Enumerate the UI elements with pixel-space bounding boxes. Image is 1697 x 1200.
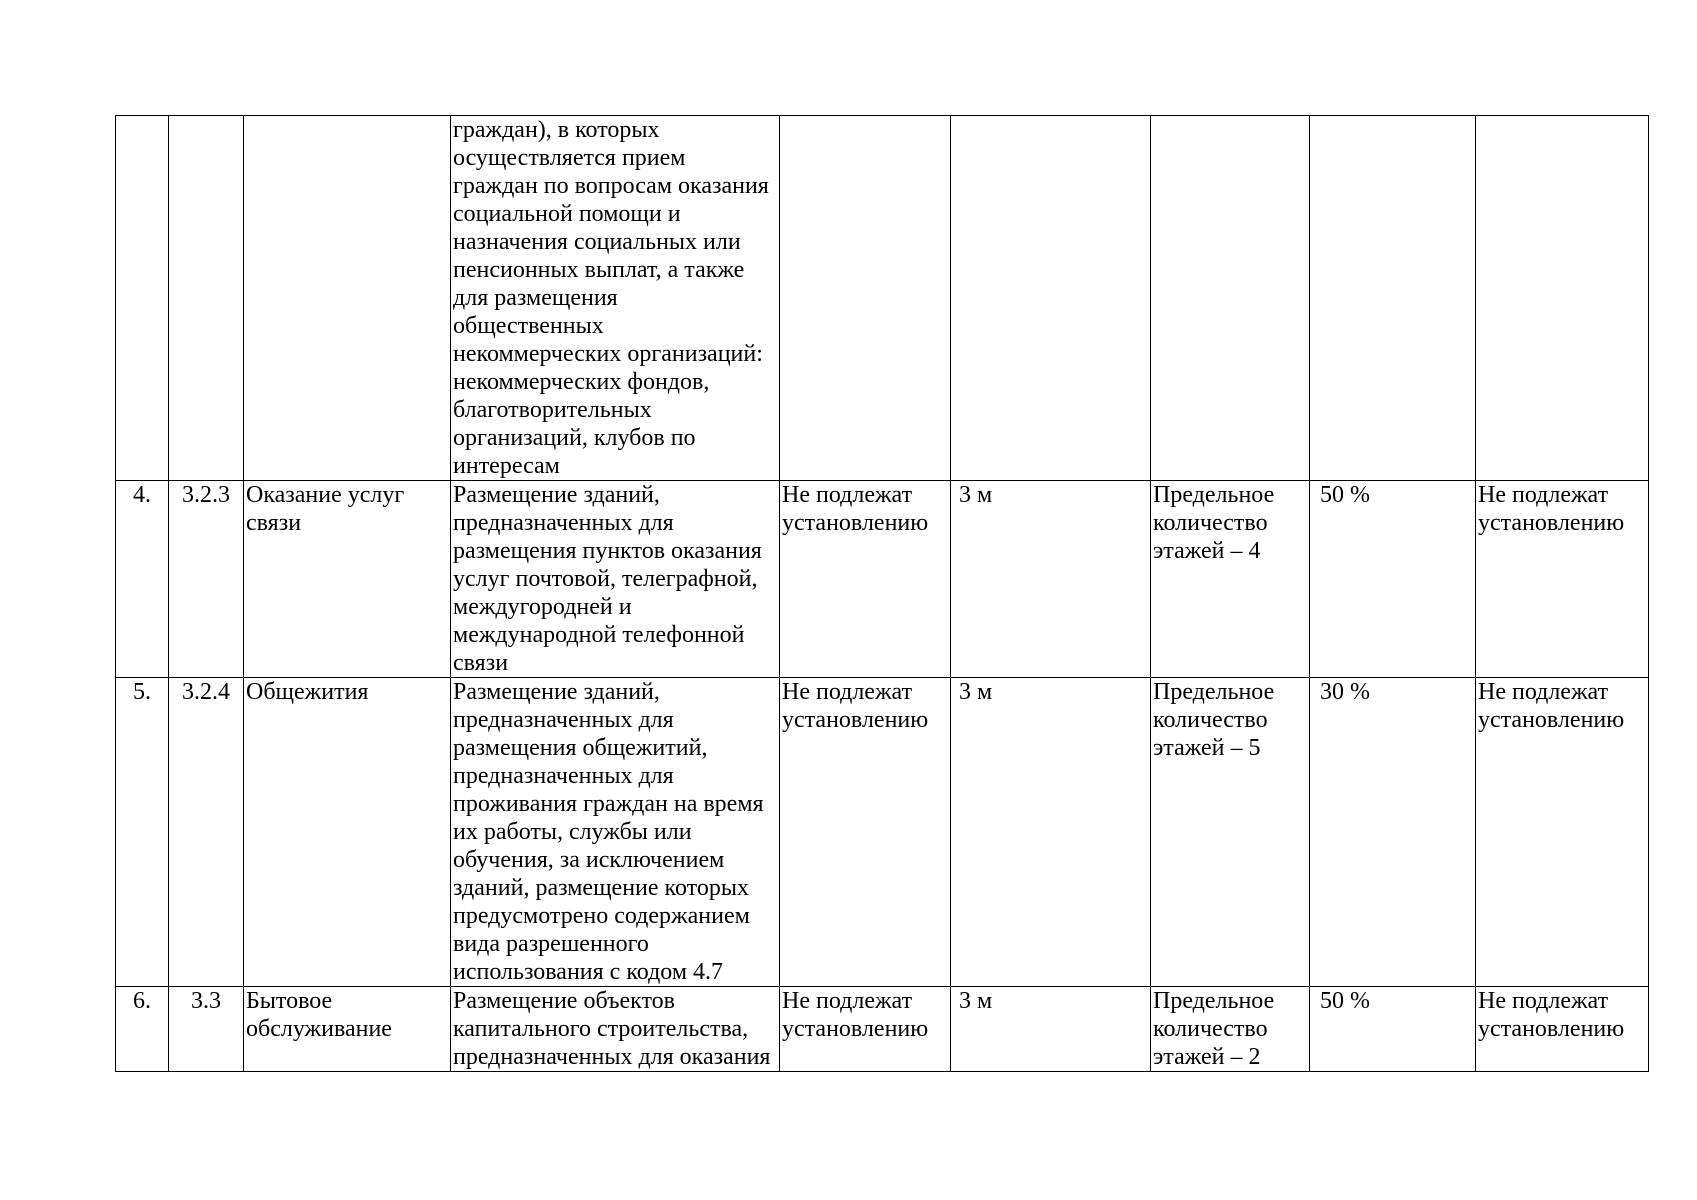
use-code: 3.2.4 bbox=[169, 678, 244, 987]
coverage-percent bbox=[1310, 116, 1476, 481]
use-name bbox=[244, 116, 451, 481]
setback bbox=[951, 116, 1151, 481]
use-name: Оказание услуг связи bbox=[244, 481, 451, 678]
row-number bbox=[116, 116, 169, 481]
table-row bbox=[116, 481, 1649, 678]
row-number: 4. bbox=[116, 481, 169, 678]
row-number: 5. bbox=[116, 678, 169, 987]
setback: 3 м bbox=[951, 987, 1151, 1072]
plot-size: Не подлежат установлению bbox=[780, 678, 951, 987]
use-description: Размещение зданий, предназначенных для размещения общежитий, предназначенных для проживания граждан на время их работы, службы или обучения, за исключением зданий, размещение которых предусмотрено содержанием вида разрешенного использования с кодом 4.7 bbox=[451, 678, 780, 987]
floors-limit: Предельное количество этажей – 2 bbox=[1151, 987, 1310, 1072]
use-description: Размещение объектов капитального строительства, предназначенных для оказания bbox=[451, 987, 780, 1072]
row-number: 6. bbox=[116, 987, 169, 1072]
use-code bbox=[169, 116, 244, 481]
other-params: Не подлежат установлению bbox=[1476, 987, 1649, 1072]
table-row bbox=[116, 678, 1649, 987]
plot-size bbox=[780, 116, 951, 481]
setback: 3 м bbox=[951, 678, 1151, 987]
coverage-percent: 30 % bbox=[1310, 678, 1476, 987]
other-params: Не подлежат установлению bbox=[1476, 678, 1649, 987]
table-row bbox=[116, 116, 1649, 481]
other-params bbox=[1476, 116, 1649, 481]
other-params: Не подлежат установлению bbox=[1476, 481, 1649, 678]
floors-limit: Предельное количество этажей – 4 bbox=[1151, 481, 1310, 678]
plot-size: Не подлежат установлению bbox=[780, 987, 951, 1072]
use-code: 3.3 bbox=[169, 987, 244, 1072]
floors-limit: Предельное количество этажей – 5 bbox=[1151, 678, 1310, 987]
use-description: Размещение зданий, предназначенных для размещения пунктов оказания услуг почтовой, телеграфной, междугородней и международной телефонной связи bbox=[451, 481, 780, 678]
use-name: Бытовое обслуживание bbox=[244, 987, 451, 1072]
use-name: Общежития bbox=[244, 678, 451, 987]
coverage-percent: 50 % bbox=[1310, 987, 1476, 1072]
table-row bbox=[116, 987, 1649, 1072]
plot-size: Не подлежат установлению bbox=[780, 481, 951, 678]
setback: 3 м bbox=[951, 481, 1151, 678]
zoning-table bbox=[115, 115, 1649, 1072]
coverage-percent: 50 % bbox=[1310, 481, 1476, 678]
use-description: граждан), в которых осуществляется прием граждан по вопросам оказания социальной помощи и назначения социальных или пенсионных выплат, а также для размещения общественных некоммерческих организаций: некоммерческих фондов, благотворительных организаций, клубов по интересам bbox=[451, 116, 780, 481]
use-code: 3.2.3 bbox=[169, 481, 244, 678]
floors-limit bbox=[1151, 116, 1310, 481]
